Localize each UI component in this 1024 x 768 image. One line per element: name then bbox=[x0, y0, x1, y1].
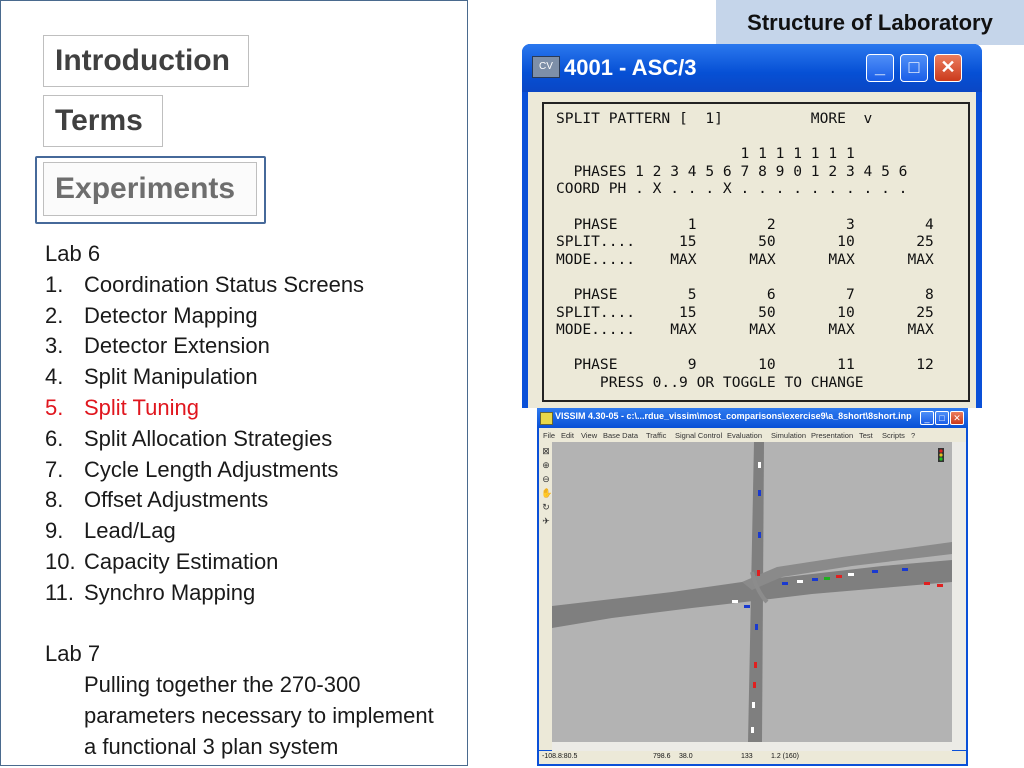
lab7-line: a functional 3 plan system bbox=[84, 733, 339, 759]
menu-item[interactable]: Simulation bbox=[771, 431, 807, 440]
lab6-item-number: 4. bbox=[45, 364, 64, 390]
minimize-button[interactable]: _ bbox=[866, 54, 894, 82]
lab6-item-text: Offset Adjustments bbox=[84, 487, 269, 513]
lab6-item bbox=[45, 424, 434, 455]
lab-list bbox=[45, 239, 434, 763]
lab7-heading: Lab 7 bbox=[45, 641, 101, 667]
asc3-title: 4001 - ASC/3 bbox=[564, 55, 697, 80]
rotate-icon[interactable]: ↻ bbox=[542, 502, 550, 512]
status-value-1: 798.6 bbox=[653, 753, 671, 760]
lab6-item-number: 11. bbox=[45, 579, 74, 605]
lab6-item bbox=[45, 362, 434, 393]
terminal-text: SPLIT PATTERN [ 1] MORE v 1 1 1 1 1 1 1 PHASES 1 2 3 4 5 6 7 8 9 0 1 2 3 4 5 6 COORD PH . X . . . X . . . . . . . . . . PHASE 1 2 3 4 SPLIT.... 15 50 10 25 MODE..... MAX MAX MAX MAX PHASE 5 6 7 8 SPLIT.... 15 50 10 25 MODE..... MAX MAX MAX MAX PHASE 9 10 11 12 PRESS 0..9 OR TOGGLE TO CHANGE bbox=[556, 110, 934, 391]
lab6-item-number: 10. bbox=[45, 548, 76, 574]
lab6-item-text: Detector Mapping bbox=[84, 302, 258, 328]
asc3-terminal-screen[interactable] bbox=[542, 102, 970, 402]
lab6-item-text: Split Manipulation bbox=[84, 364, 258, 390]
lab6-item bbox=[45, 485, 434, 516]
maximize-button[interactable]: □ bbox=[900, 54, 928, 82]
lab6-item bbox=[45, 578, 434, 609]
slide-left-panel bbox=[0, 0, 468, 766]
close-button[interactable]: ✕ bbox=[934, 54, 962, 82]
lab6-item-number: 2. bbox=[45, 302, 64, 328]
close-button[interactable]: ✕ bbox=[950, 411, 964, 425]
vissim-network-canvas[interactable] bbox=[552, 442, 952, 742]
lab6-item-text: Synchro Mapping bbox=[84, 579, 256, 605]
lab6-item-text: Detector Extension bbox=[84, 333, 270, 359]
minimize-button[interactable]: _ bbox=[920, 411, 934, 425]
lab6-item-number: 3. bbox=[45, 333, 64, 359]
lab6-item-text: Split Allocation Strategies bbox=[84, 425, 333, 451]
menu-item[interactable]: Edit bbox=[561, 431, 574, 440]
menu-item[interactable]: File bbox=[543, 431, 556, 440]
lab6-item-text: Coordination Status Screens bbox=[84, 271, 365, 297]
menu-item[interactable]: Evaluation bbox=[727, 431, 763, 440]
lab6-item-text: Capacity Estimation bbox=[84, 548, 279, 574]
vertical-scrollbar[interactable] bbox=[952, 442, 966, 750]
pan-hand-icon[interactable]: ✋ bbox=[541, 488, 553, 498]
zoom-out-icon[interactable]: ⊖ bbox=[542, 474, 550, 484]
vissim-title: VISSIM 4.30-05 - c:\...rdue_vissim\most_comparisons\exercise9\a_8short\8short.inp bbox=[555, 411, 912, 421]
status-coords: -108.8:80.5 bbox=[542, 753, 578, 760]
horizontal-scrollbar[interactable] bbox=[552, 742, 952, 751]
lab6-item-text: Lead/Lag bbox=[84, 518, 176, 544]
menu-item[interactable]: Presentation bbox=[811, 431, 854, 440]
menu-item[interactable]: Base Data bbox=[603, 431, 639, 440]
asc3-body bbox=[528, 92, 976, 408]
lab6-items bbox=[45, 270, 434, 609]
lab6-item-number: 8. bbox=[45, 487, 64, 513]
app-icon: CV bbox=[532, 56, 560, 78]
vissim-app-icon bbox=[540, 412, 553, 425]
vissim-menubar bbox=[539, 428, 966, 442]
status-value-3: 133 bbox=[741, 753, 753, 760]
lab6-item-number: 6. bbox=[45, 425, 64, 451]
lab6-item-text: Split Tuning bbox=[84, 394, 199, 420]
menu-item[interactable]: Scripts bbox=[882, 431, 905, 440]
lab6-item-number: 9. bbox=[45, 518, 64, 544]
network-drawing bbox=[552, 442, 952, 742]
nav-terms-button[interactable]: Terms bbox=[43, 95, 163, 147]
menu-item[interactable]: Signal Control bbox=[675, 431, 723, 440]
lab6-item bbox=[45, 270, 434, 301]
lab7-line: Pulling together the 270-300 bbox=[84, 672, 361, 698]
vissim-statusbar bbox=[539, 751, 966, 764]
lab7-line: parameters necessary to implement bbox=[84, 702, 434, 728]
zoom-extent-icon[interactable]: ⊠ bbox=[542, 446, 550, 456]
menu-item[interactable]: Test bbox=[859, 431, 873, 440]
asc3-window bbox=[522, 44, 982, 408]
menu-item[interactable]: ? bbox=[911, 431, 916, 440]
nav-experiments-button[interactable]: Experiments bbox=[43, 162, 257, 216]
menu-item[interactable]: View bbox=[581, 431, 598, 440]
lab6-item-text: Cycle Length Adjustments bbox=[84, 456, 339, 482]
status-value-4: 1.2 (160) bbox=[771, 753, 800, 760]
slide-title: Structure of Laboratory bbox=[716, 0, 1024, 45]
lab6-item bbox=[45, 301, 434, 332]
lab6-item-number: 1. bbox=[45, 271, 64, 297]
status-value-2: 38.0 bbox=[679, 753, 693, 760]
vissim-window bbox=[537, 408, 968, 766]
nav-introduction-button[interactable]: Introduction bbox=[43, 35, 249, 87]
lab6-item-number: 7. bbox=[45, 456, 64, 482]
lab6-item-number: 5. bbox=[45, 394, 64, 420]
menu-item[interactable]: Traffic bbox=[646, 431, 667, 440]
lab6-item bbox=[45, 547, 434, 578]
lab6-item bbox=[45, 455, 434, 486]
fly-icon[interactable]: ✈ bbox=[542, 516, 550, 526]
signal-icon bbox=[938, 448, 944, 462]
maximize-button[interactable]: □ bbox=[935, 411, 949, 425]
lab6-item bbox=[45, 516, 434, 547]
zoom-in-icon[interactable]: ⊕ bbox=[542, 460, 550, 470]
lab6-item bbox=[45, 393, 434, 424]
lab6-heading: Lab 6 bbox=[45, 241, 101, 266]
vissim-titlebar[interactable] bbox=[537, 408, 968, 428]
asc3-titlebar[interactable] bbox=[522, 44, 982, 92]
lab6-item bbox=[45, 331, 434, 362]
spacer bbox=[45, 609, 434, 640]
vissim-toolbar bbox=[539, 442, 552, 750]
